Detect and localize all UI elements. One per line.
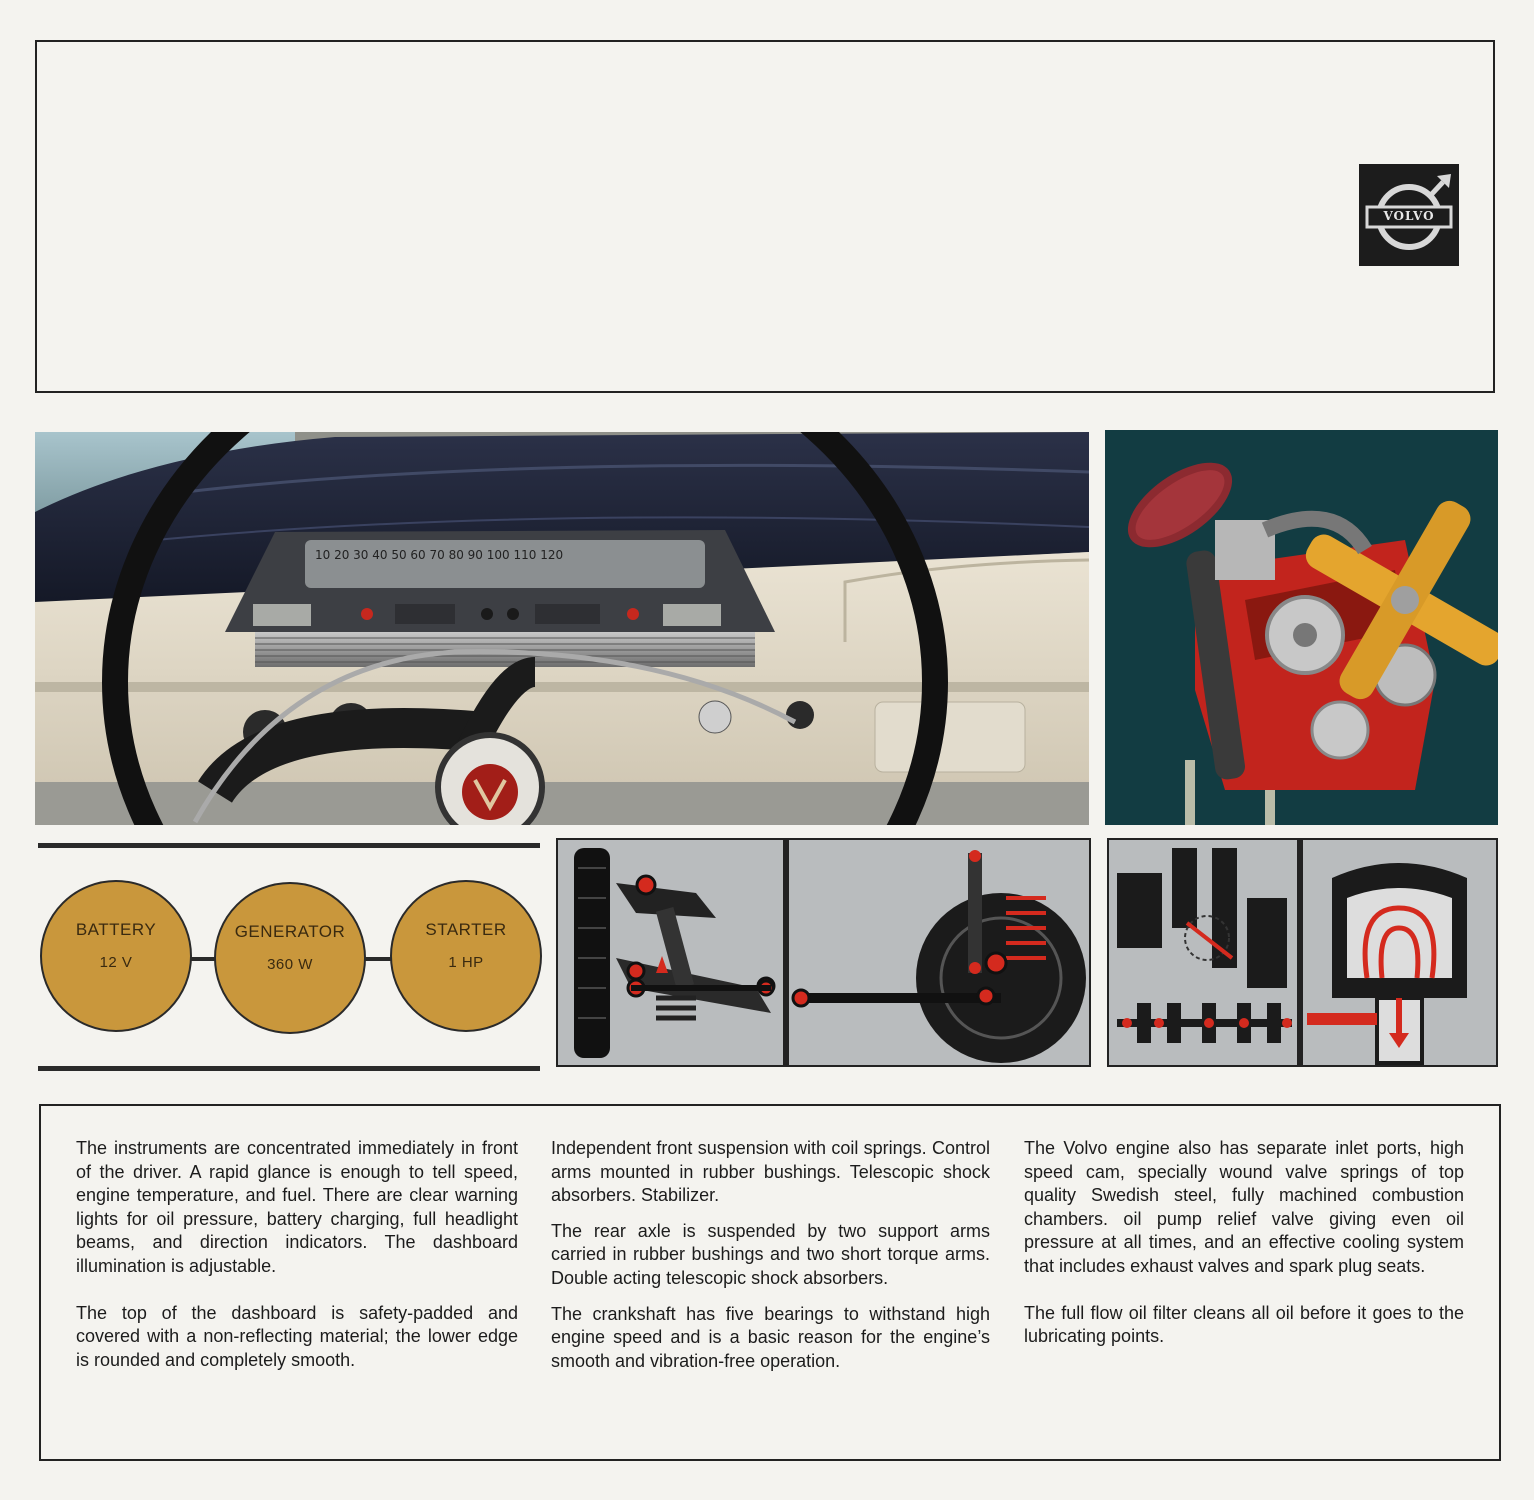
speed-scale: 10 20 30 40 50 60 70 80 90 100 110 120 — [315, 548, 564, 562]
front-suspension-paragraph: Independent front suspension with coil springs. Control arms mounted in rubber bushings. Telescopic shock absorbers. Stabilizer. — [551, 1138, 990, 1206]
starter-disc — [390, 880, 542, 1032]
starter-label: STARTER — [425, 920, 507, 939]
generator-disc — [214, 882, 366, 1034]
spec-top-rule — [38, 843, 540, 848]
generator-label: GENERATOR — [234, 922, 346, 941]
generator-value: 360 W — [267, 956, 313, 973]
volvo-logo — [1359, 164, 1459, 266]
engine-photo — [1105, 430, 1498, 825]
crankshaft-paragraph: The crankshaft has five bearings to withstand high engine speed and is a basic reason for the engine’s smooth and vibration-free operation. — [551, 1303, 990, 1371]
dashboard-padding-paragraph: The top of the dashboard is safety-padded and covered with a non-reflecting material; the lower edge is rounded and completely smooth. — [76, 1302, 518, 1370]
column-instruments — [76, 1137, 518, 1395]
spec-bottom-rule — [38, 1066, 540, 1071]
oil-filter-paragraph: The full flow oil filter cleans all oil before it goes to the lubricating points. — [1024, 1302, 1464, 1347]
battery-disc — [40, 880, 192, 1032]
dashboard-photo — [35, 432, 1089, 825]
top-frame — [35, 40, 1495, 393]
column-engine — [1024, 1137, 1464, 1372]
instruments-paragraph: The instruments are concentrated immediately in front of the driver. A rapid glance is enough to tell speed, engine temperature, and fuel. There are clear warning lights for oil pressure, battery charging, full headlight beams, and direction indicators. The dashboard illumination is adjustable. — [76, 1138, 518, 1276]
suspension-diagram — [556, 838, 1091, 1067]
battery-value: 12 V — [99, 954, 133, 971]
logo-text: VOLVO — [1383, 209, 1435, 223]
column-suspension — [551, 1137, 990, 1396]
battery-label: BATTERY — [75, 920, 157, 939]
crankshaft-oil-diagram — [1107, 838, 1498, 1067]
starter-value: 1 HP — [448, 954, 484, 971]
engine-features-paragraph: The Volvo engine also has separate inlet ports, high speed cam, specially wound valve springs of top quality Swedish steel, fully machined combustion chambers. oil pump relief valve giving even oil pressure at all times, and an effective cooling system that includes exhaust valves and spark plug seats. — [1024, 1138, 1464, 1276]
rear-axle-paragraph: The rear axle is suspended by two support arms carried in rubber bushings and two short torque arms. Double acting telescopic shock absorbers. — [551, 1220, 990, 1288]
